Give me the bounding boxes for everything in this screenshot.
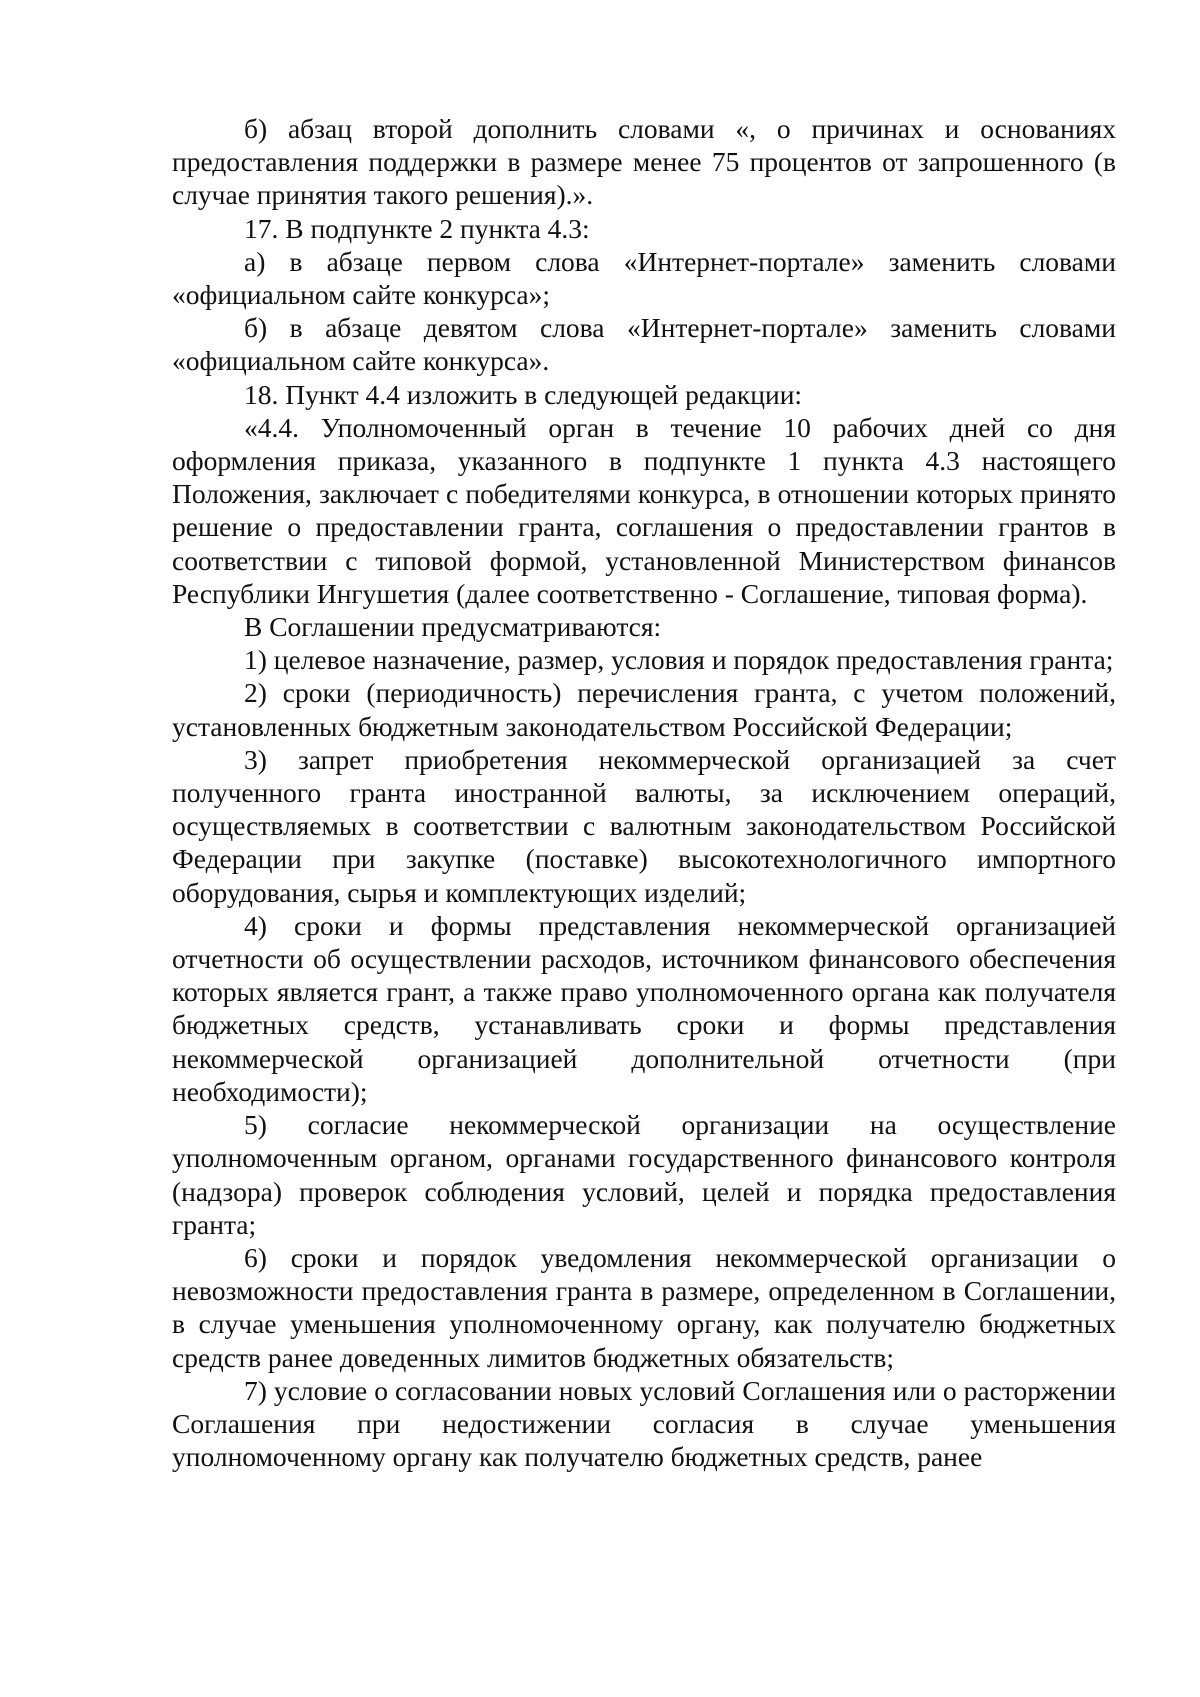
paragraph-4-4: «4.4. Уполномоченный орган в течение 10 рабочих дней со дня оформления приказа, указанного в подпункте 1 пункта 4.3 настоящего Положения, заключает с победителями конкурса, в отношении которых принято решение о предоставлении гранта, соглашения о предоставлении грантов в соответствии с типовой формой, установленной Министерством финансов Республики Ингушетия (далее соответственно - Соглашение, типовая форма). — [172, 411, 1116, 609]
document-body — [172, 112, 1116, 1473]
list-item-3: 3) запрет приобретения некоммерческой организацией за счет полученного гранта иностранной валюты, за исключением операций, осуществляемых в соответствии с валютным законодательством Российской Федерации при закупке (поставке) высокотехнологичного импортного оборудования, сырья и комплектующих изделий; — [172, 743, 1116, 908]
paragraph-item-17: 17. В подпункте 2 пункта 4.3: — [244, 212, 590, 244]
list-item-1: 1) целевое назначение, размер, условия и порядок предоставления гранта; — [244, 644, 1114, 676]
paragraph-b-second-abzac: б) абзац второй дополнить словами «, о причинах и основаниях предоставления поддержки в размере менее 75 процентов от запрошенного (в случае принятия такого решения).». — [172, 113, 1116, 211]
list-item-5: 5) согласие некоммерческой организации на осуществление уполномоченным органом, органами государственного финансового контроля (надзора) проверок соблюдения условий, целей и порядка предоставления гранта; — [172, 1109, 1116, 1240]
list-item-6: 6) сроки и порядок уведомления некоммерческой организации о невозможности предоставления гранта в размере, определенном в Соглашении, в случае уменьшения уполномоченному органу, как получателю бюджетных средств ранее доведенных лимитов бюджетных обязательств; — [172, 1241, 1116, 1373]
list-item-2: 2) сроки (периодичность) перечисления гранта, с учетом положений, установленных бюджетным законодательством Российской Федерации; — [172, 677, 1116, 742]
paragraph-b-ninth-abzac: б) в абзаце девятом слова «Интернет-портале» заменить словами «официальном сайте конкурса». — [172, 312, 1116, 377]
list-item-7: 7) условие о согласовании новых условий Соглашения или о расторжении Соглашения при недостижении согласия в случае уменьшения уполномоченному органу как получателю бюджетных средств, ранее — [172, 1374, 1116, 1473]
paragraph-item-18: 18. Пункт 4.4 изложить в следующей редакции: — [244, 378, 803, 410]
paragraph-a-first-abzac: а) в абзаце первом слова «Интернет-портале» заменить словами «официальном сайте конкурса»; — [172, 245, 1116, 311]
paragraph-agreement-provisions: В Соглашении предусматриваются: — [244, 611, 662, 643]
list-item-4: 4) сроки и формы представления некоммерческой организацией отчетности об осуществлении расходов, источником финансового обеспечения которых является грант, а также право уполномоченного органа как получателя бюджетных средств, устанавливать сроки и формы представления некоммерческой организацией дополнительной отчетности (при необходимости); — [172, 909, 1116, 1107]
